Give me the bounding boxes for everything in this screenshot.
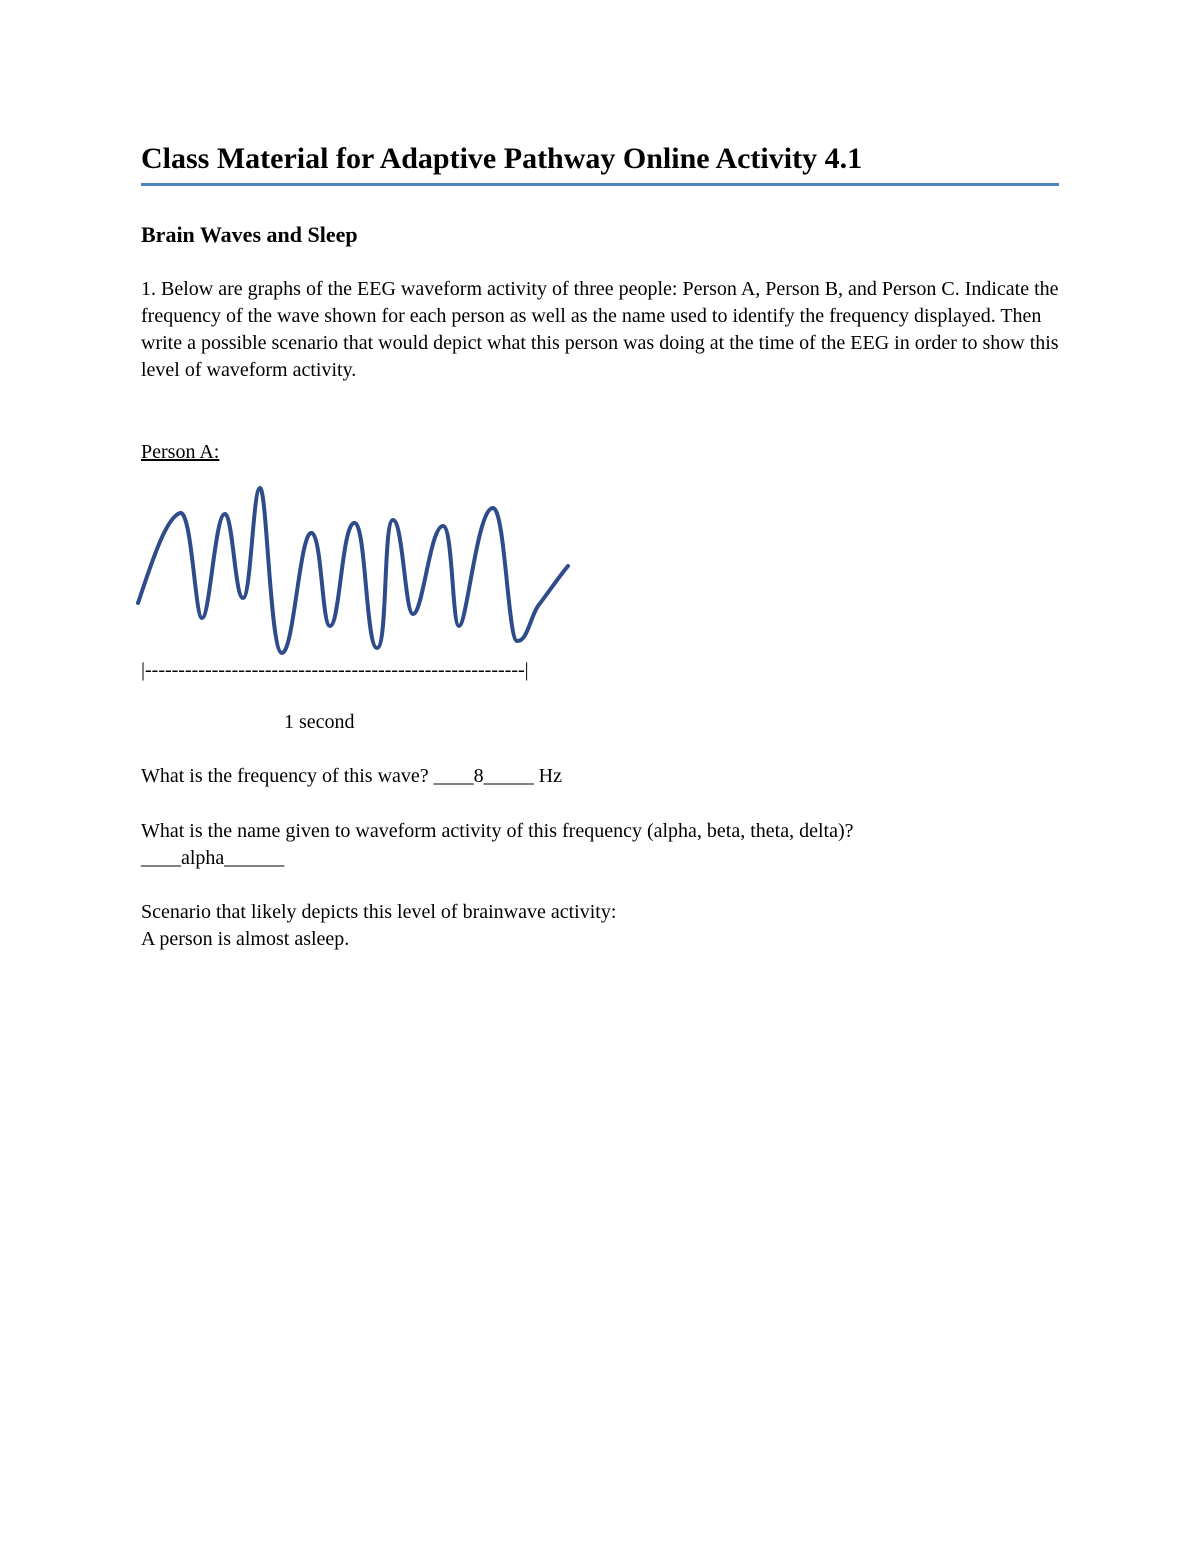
time-scale-label: 1 second — [284, 711, 355, 733]
eeg-waveform-drawing — [130, 478, 580, 668]
scenario-question: Scenario that likely depicts this level of brainwave activity: — [141, 901, 617, 923]
time-scale-bar: |---------------------------------------------------------| — [141, 659, 529, 681]
question-intro: 1. Below are graphs of the EEG waveform activity of three people: Person A, Person B, and Person C. Indicate the frequency of the wave shown for each person as well as the name used to identify the frequency displayed. Then write a possible scenario that would depict what this person was doing at the time of the EEG in order to show this level of waveform activity. — [141, 278, 1059, 381]
title-underline-rule — [141, 183, 1059, 186]
eeg-wave-line — [138, 488, 568, 653]
frequency-question: What is the frequency of this wave? ____8_____ Hz — [141, 765, 562, 787]
waveform-name-answer: ____alpha______ — [141, 847, 285, 869]
scenario-answer: A person is almost asleep. — [141, 928, 350, 950]
waveform-name-question: What is the name given to waveform activity of this frequency (alpha, beta, theta, delta)? — [141, 820, 854, 842]
document-title: Class Material for Adaptive Pathway Online Activity 4.1 — [141, 142, 863, 175]
person-a-label: Person A: — [141, 441, 220, 463]
section-heading: Brain Waves and Sleep — [141, 222, 358, 247]
